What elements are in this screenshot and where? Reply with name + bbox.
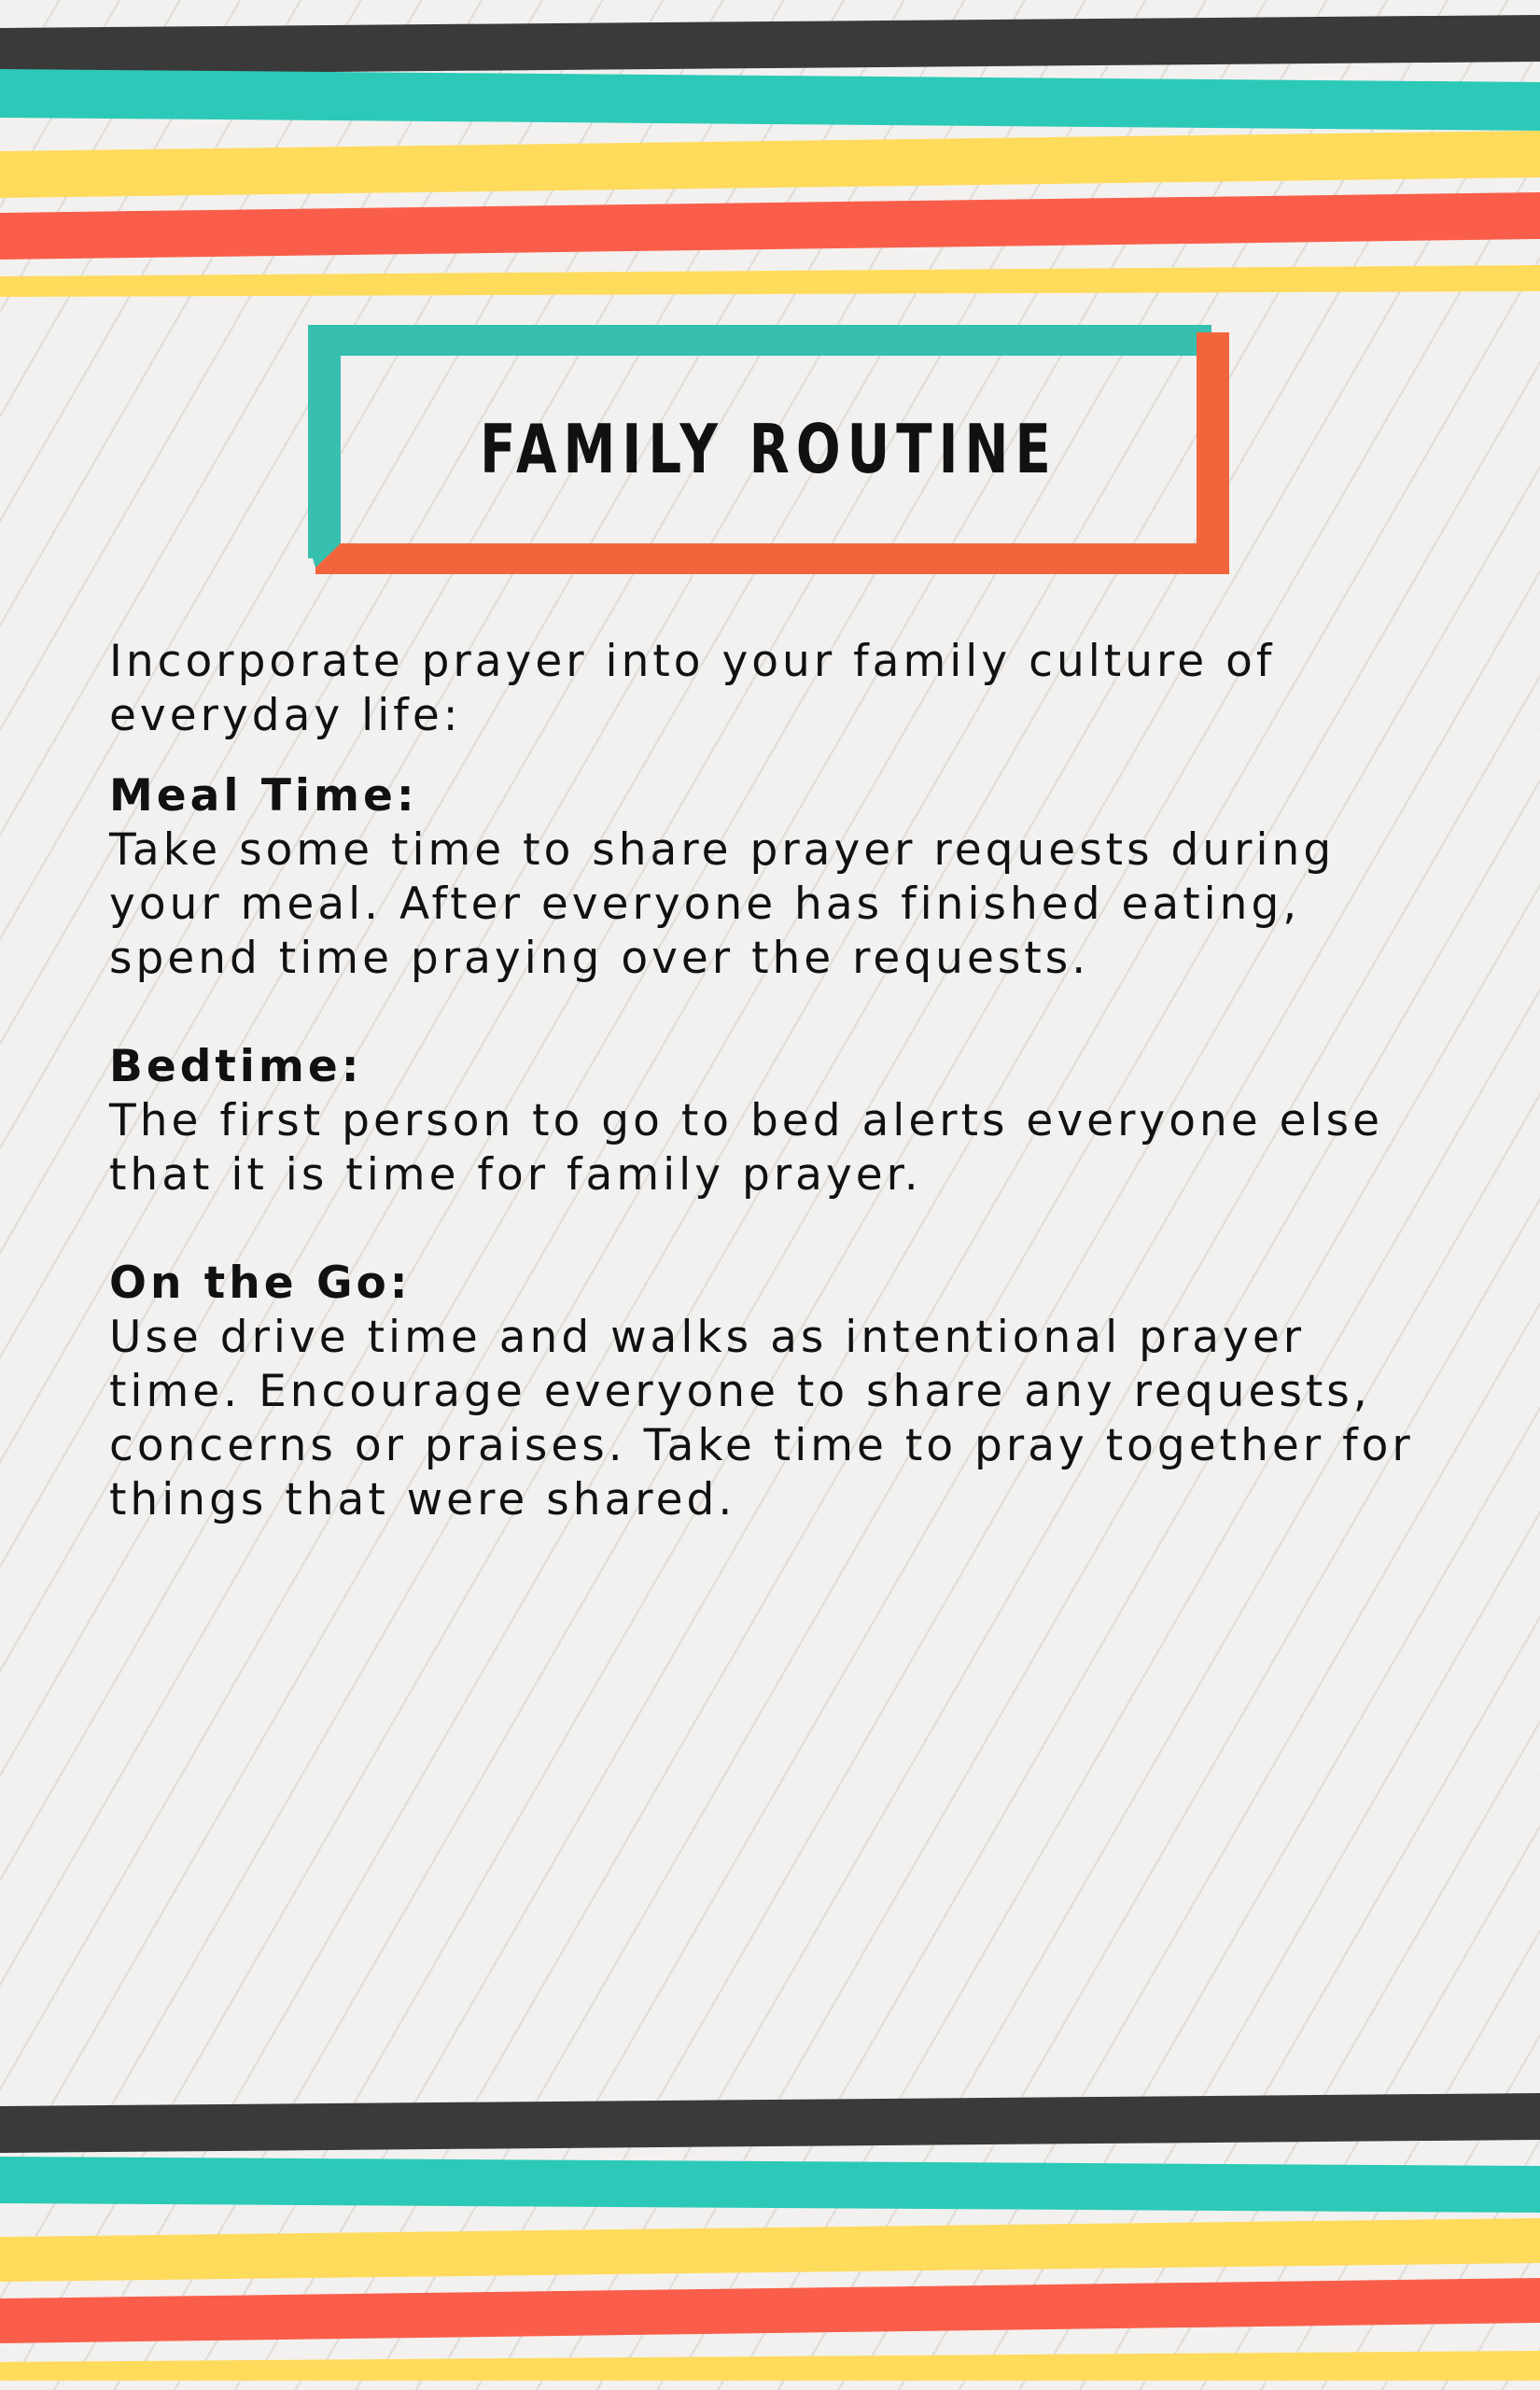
section-bedtime — [109, 1040, 1453, 1202]
stripe-charcoal — [0, 2093, 1540, 2153]
section-body: The first person to go to bed alerts everyone else that it is time for family prayer. — [109, 1095, 1383, 1201]
content-body — [109, 635, 1453, 1582]
section-heading: Bedtime: — [109, 1041, 363, 1092]
section-body: Use drive time and walks as intentional prayer time. Encourage everyone to share any requests, concerns or praises. Take time to pray together for things that were shared. — [109, 1312, 1414, 1525]
page-title: FAMILY ROUTINE — [480, 410, 1057, 488]
stripe-charcoal — [0, 15, 1540, 75]
stripe-yellow — [0, 2218, 1540, 2282]
top-stripes-decoration — [0, 0, 1540, 299]
section-meal-time — [109, 769, 1453, 986]
stripe-teal — [0, 2157, 1540, 2213]
stripe-coral — [0, 192, 1540, 260]
stripe-yellow — [0, 131, 1540, 198]
section-on-the-go — [109, 1257, 1453, 1527]
section-heading: On the Go: — [109, 1258, 412, 1309]
section-body: Take some time to share prayer requests during your meal. After everyone has finished eating, spend time praying over the requests. — [109, 824, 1336, 984]
title-frame — [308, 323, 1229, 575]
intro-text: Incorporate prayer into your family culture of everyday life: — [109, 636, 1276, 741]
stripe-yellow-thin — [0, 265, 1540, 297]
bottom-stripes-decoration — [0, 2091, 1540, 2390]
stripe-teal — [0, 69, 1540, 131]
stripe-coral — [0, 2278, 1540, 2343]
stripe-yellow-thin — [0, 2351, 1540, 2381]
section-heading: Meal Time: — [109, 770, 418, 822]
